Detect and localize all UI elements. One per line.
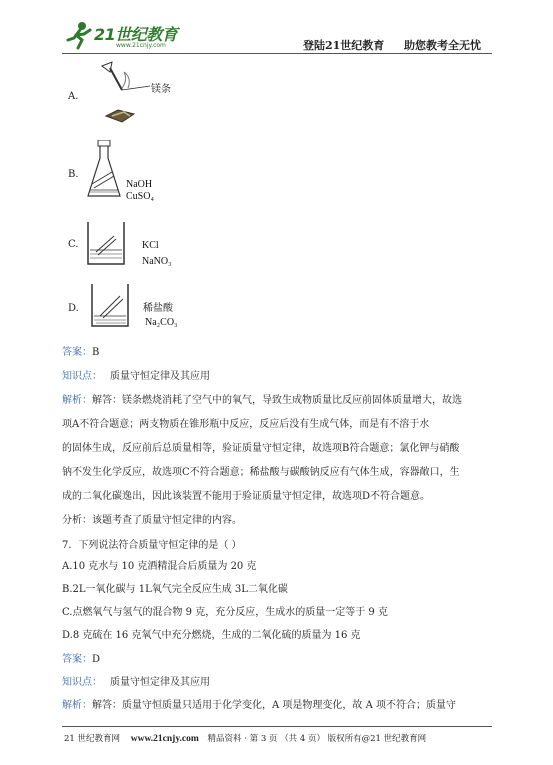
- q6-answer-value: B: [92, 347, 100, 358]
- q7-question: 7．下列说法符合质量守恒定律的是（ ）: [62, 540, 242, 551]
- q7-answer-value: D: [92, 654, 101, 665]
- q7-kp-label: 知识点：: [62, 677, 102, 688]
- q7-option-a: A.10 克水与 10 克酒精混合后质量为 20 克: [62, 561, 257, 572]
- q7-kp-value: 质量守恒定律及其应用: [110, 677, 210, 688]
- option-d-label-1: 稀盐酸: [143, 303, 173, 314]
- q7-answer-label: 答案：: [62, 654, 92, 665]
- q6-fenxi: 分析：该题考查了质量守恒定律的内容。: [62, 515, 242, 526]
- q6-analysis-text-1: 解答：镁条燃烧消耗了空气中的氧气，导致生成物质量比反应前固体质量增大，故选: [92, 395, 462, 406]
- q6-analysis-line-1: [62, 391, 462, 406]
- option-c-diagram: [84, 220, 132, 268]
- option-c-label-2: NaNO₃: [142, 256, 172, 267]
- option-a-letter: A.: [68, 91, 79, 102]
- q7-option-d: D.8 克硫在 16 克氧气中充分燃烧，生成的二氧化硫的质量为 16 克: [62, 630, 361, 641]
- option-a-label: 镁条: [151, 84, 171, 95]
- logo-text: 21世纪教育: [94, 25, 178, 44]
- q6-analysis-line-2: 项A不符合题意；两支物质在锥形瓶中反应，反应后没有生成气体，而是有不溶于水: [62, 419, 430, 430]
- footer: [64, 732, 426, 744]
- q7-analysis-text-1: 解答：质量守恒质量只适用于化学变化，A 项是物理变化，故 A 项不符合；质量守: [92, 700, 456, 711]
- q6-answer-label: 答案：: [62, 347, 92, 358]
- q6-kp-value: 质量守恒定律及其应用: [110, 371, 210, 382]
- option-d-diagram: [88, 282, 136, 330]
- q7-answer: [62, 650, 100, 665]
- q7-option-c: C.点燃氧气与氢气的混合物 9 克，充分反应，生成水的质量一定等于 9 克: [62, 607, 388, 618]
- footer-page-info: 精品资料 · 第 3 页 （共 4 页） 版权所有@21 世纪教育网: [207, 734, 427, 744]
- q7-analysis-label: 解析：: [62, 700, 92, 711]
- header-slogan-left: 登陆21世纪教育: [303, 39, 385, 52]
- q6-kp-label: 知识点：: [62, 371, 102, 382]
- option-c-letter: C.: [68, 239, 79, 250]
- q6-analysis-line-3: 的固体生成，反应前后总质量相等，验证质量守恒定律，故选项B符合题意；氯化钾与硝酸: [62, 443, 460, 454]
- q6-analysis-label: 解析：: [62, 395, 92, 406]
- option-d-letter: D.: [68, 303, 79, 314]
- option-b-label-1: NaOH: [126, 179, 153, 190]
- option-d-label-2: Na₂CO₃: [145, 317, 178, 328]
- footer-divider: [62, 726, 492, 727]
- option-b-letter: B.: [68, 169, 79, 180]
- runner-logo-icon: [64, 20, 94, 50]
- option-c-label-1: KCl: [142, 240, 159, 251]
- header-divider: [62, 53, 492, 54]
- q6-knowledge-point: [62, 367, 210, 382]
- q6-analysis-line-5: 成的二氧化碳逸出，因此该装置不能用于验证质量守恒定律，故选项D不符合题意。: [62, 491, 431, 502]
- option-b-label-2: CuSO₄: [126, 191, 154, 202]
- footer-site: 21 世纪教育网: [64, 734, 121, 744]
- logo-url: www.21cnjy.com: [116, 42, 166, 49]
- option-b-diagram: [84, 140, 124, 202]
- q7-knowledge-point: [62, 673, 210, 688]
- q7-analysis-line-1: [62, 696, 456, 711]
- header-logo: [64, 16, 194, 52]
- header-slogan-right: 助您教考全无忧: [404, 39, 481, 52]
- footer-url[interactable]: www.21cnjy.com: [130, 734, 199, 744]
- q6-analysis-line-4: 钠不发生化学反应，故选项C不符合题意；稀盐酸与碳酸钠反应有气体生成，容器敞口，生: [62, 467, 460, 478]
- q6-answer: [62, 343, 99, 358]
- q7-option-b: B.2L一氧化碳与 1L氧气完全反应生成 3L二氧化碳: [62, 584, 288, 595]
